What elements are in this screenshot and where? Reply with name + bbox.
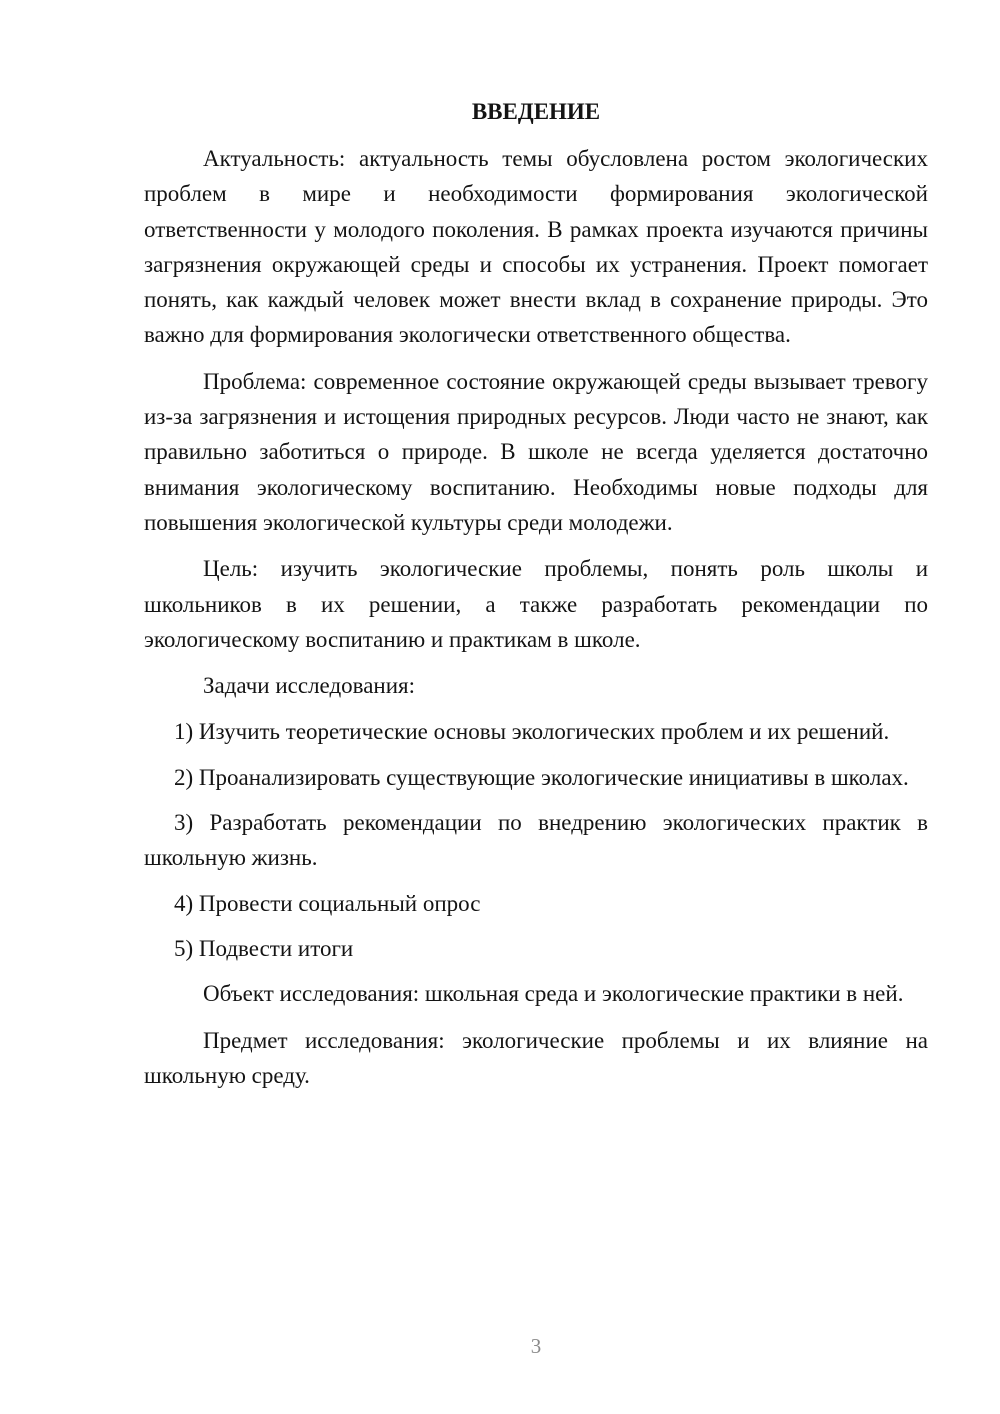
- tasks-heading: Задачи исследования:: [203, 673, 416, 699]
- page-content: [144, 94, 928, 1104]
- task-item-4: 4) Провести социальный опрос: [174, 890, 481, 916]
- task-item-5: 5) Подвести итоги: [174, 935, 354, 961]
- page-number: 3: [530, 1334, 542, 1358]
- paragraph-object: Объект исследования: школьная среда и экологические практики в ней.: [203, 981, 904, 1007]
- task-item-2: 2) Проанализировать существующие экологические инициативы в школах.: [174, 764, 909, 790]
- task-item-1: 1) Изучить теоретические основы экологических проблем и их решений.: [174, 719, 890, 745]
- paragraph-subject: Предмет исследования: экологические проблемы и их влияние на школьную среду.: [144, 1027, 928, 1088]
- paragraph-goal: Цель: изучить экологические проблемы, понять роль школы и школьников в их решении, а также разработать рекомендации по экологическому воспитанию и практикам в школе.: [144, 556, 928, 652]
- task-item-3: 3) Разработать рекомендации по внедрению экологических практик в школьную жизнь.: [144, 810, 928, 871]
- paragraph-problem: Проблема: современное состояние окружающей среды вызывает тревогу из-за загрязнения и истощения природных ресурсов. Люди часто не знают, как правильно заботиться о природе. В школе не всегда уделяется достаточно внимания экологическому воспитанию. Необходимы новые подходы для повышения экологической культуры среди молодежи.: [144, 368, 928, 535]
- paragraph-relevance: Актуальность: актуальность темы обусловлена ростом экологических проблем в мире и необходимости формирования экологической ответственности у молодого поколения. В рамках проекта изучаются причины загрязнения окружающей среды и способы их устранения. Проект помогает понять, как каждый человек может внести вклад в сохранение природы. Это важно для формирования экологически ответственного общества.: [144, 146, 928, 348]
- section-title: ВВЕДЕНИЕ: [471, 99, 601, 124]
